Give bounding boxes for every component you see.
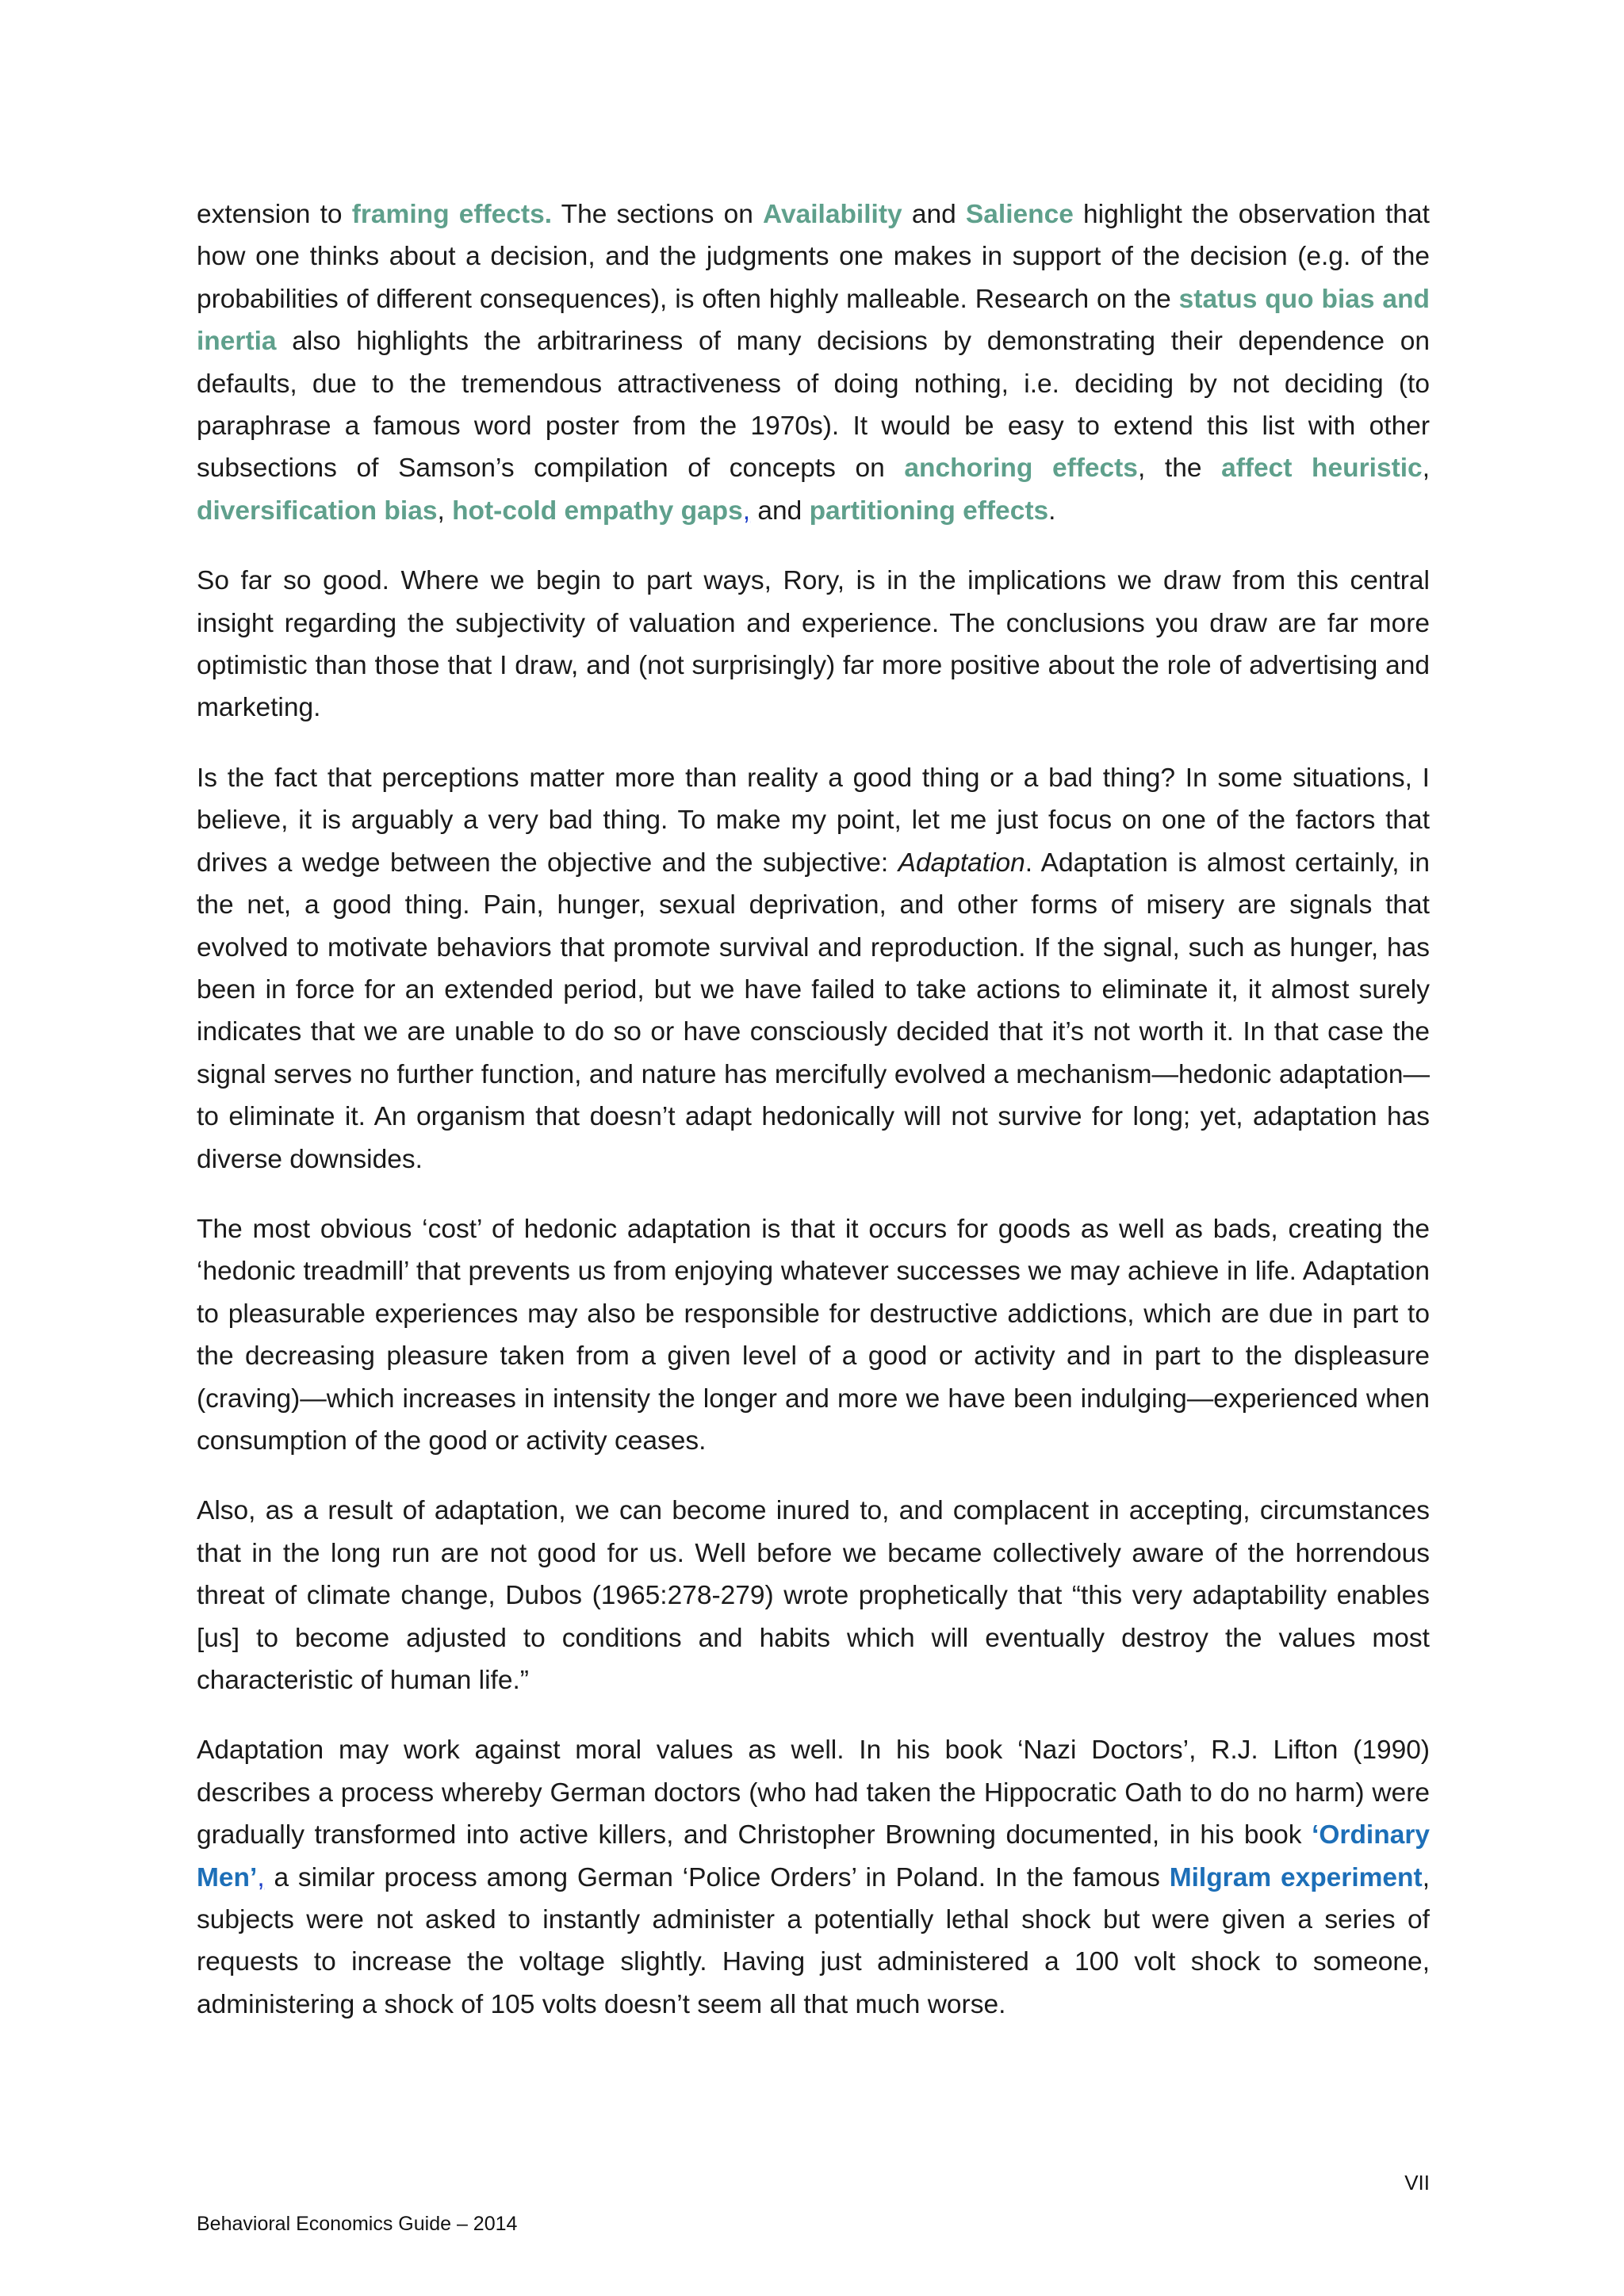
footer-title: Behavioral Economics Guide – 2014 [197,2213,518,2235]
page-number: VII [1404,2171,1430,2195]
link-hot-cold-empathy-gaps[interactable]: hot-cold empathy gaps [452,496,743,526]
paragraph-3 [197,757,1430,1181]
link-diversification-bias[interactable]: diversification bias [197,496,438,526]
page-body [197,193,1430,2053]
link-availability[interactable]: Availability [763,200,902,229]
p6-text: , subjects were not asked to instantly administer a potentially lethal shock but were given a series of requests to increase the voltage slightly. Having just administered a 100 volt shock to someone, administering a shock of 105 volts doesn’t seem all that much worse. [197,1862,1430,2019]
p1-text: highlight the observation that how one thinks about a decision, and the judgments one makes in support of the decision (e.g. of the probabilities of different consequences), is often highly malleable. Research on the [197,200,1430,314]
p1-text: , [1422,453,1430,484]
p6-text: Adaptation may work against moral values as well. In his book ‘Nazi Doctors’, R.J. Lifton (1990) describes a process whereby German doctors (who had taken the Hippocratic Oath to do no harm) were gradually transformed into active killers, and Christopher Browning documented, in his book [197,1735,1430,1850]
link-comma[interactable]: , [742,496,751,526]
link-framing-effects[interactable]: framing effects. [351,200,553,229]
link-anchoring-effects[interactable]: anchoring effects [904,453,1138,484]
emphasis-adaptation: Adaptation [898,848,1025,878]
paragraph-1 [197,193,1430,532]
p6-text: a similar process among German ‘Police Orders’ in Poland. In the famous [264,1862,1170,1892]
p1-text: and [750,496,810,526]
p1-text: extension to [197,200,352,229]
paragraph-5: Also, as a result of adaptation, we can become inured to, and complacent in accepting, circumstances that in the long run are not good for us. Well before we became collectively aware of the horrendous threat of climate change, Dubos (1965:278-279) wrote prophetically that “this very adaptability enables [us] to become adjusted to conditions and habits which will eventually destroy the values most characteristic of human life.” [197,1496,1430,1695]
link-status-quo-bias[interactable]: status quo bias and inertia [197,284,1430,357]
link-comma[interactable]: , [257,1862,265,1892]
p1-text: , [437,496,453,526]
p1-text: and [902,200,966,229]
p1-text: also highlights the arbitrariness of many decisions by demonstrating their dependence on defaults, due to the tremendous attractiveness of doing nothing, i.e. deciding by not deciding (to paraphrase a famous word poster from the 1970s). It would be easy to extend this list with other subsections of Samson’s compilation of concepts on [197,327,1430,484]
p1-text: , the [1137,453,1222,484]
link-ordinary-men[interactable]: ‘Ordinary Men’ [197,1820,1430,1892]
p3-text: Is the fact that perceptions matter more than reality a good thing or a bad thing? In some situations, I believe, it is arguably a very bad thing. To make my point, let me just focus on one of the factors that drives a wedge between the objective and the subjective: [197,763,1430,878]
paragraph-4: The most obvious ‘cost’ of hedonic adaptation is that it occurs for goods as well as bads, creating the ‘hedonic treadmill’ that prevents us from enjoying whatever successes we may achieve in life. Adaptation to pleasurable experiences may also be responsible for destructive addictions, which are due in part to the decreasing pleasure taken from a given level of a good or activity and in part to the displeasure (craving)—which increases in intensity the longer and more we have been indulging—experienced when consumption of the good or activity ceases. [197,1214,1430,1456]
p3-text: . Adaptation is almost certainly, in the net, a good thing. Pain, hunger, sexual deprivation, and other forms of misery are signals that evolved to motivate behaviors that promote survival and reproduction. If the signal, such as hunger, has been in force for an extended period, but we have failed to take actions to eliminate it, it almost surely indicates that we are unable to do so or have consciously decided that it’s not worth it. In that case the signal serves no further function, and nature has mercifully evolved a mechanism—hedonic adaptation—to eliminate it. An organism that doesn’t adapt hedonically will not survive for long; yet, adaptation has diverse downsides. [197,848,1430,1174]
link-affect-heuristic[interactable]: affect heuristic [1221,453,1423,484]
p1-text: The sections on [552,200,764,229]
link-salience[interactable]: Salience [965,200,1074,229]
link-milgram-experiment[interactable]: Milgram experiment [1169,1862,1423,1892]
paragraph-6 [197,1729,1430,2026]
paragraph-2: So far so good. Where we begin to part ways, Rory, is in the implications we draw from this central insight regarding the subjectivity of valuation and experience. The conclusions you draw are far more optimistic than those that I draw, and (not surprisingly) far more positive about the role of advertising and marketing. [197,566,1430,723]
p1-text: . [1048,496,1056,526]
link-partitioning-effects[interactable]: partitioning effects [809,496,1049,526]
